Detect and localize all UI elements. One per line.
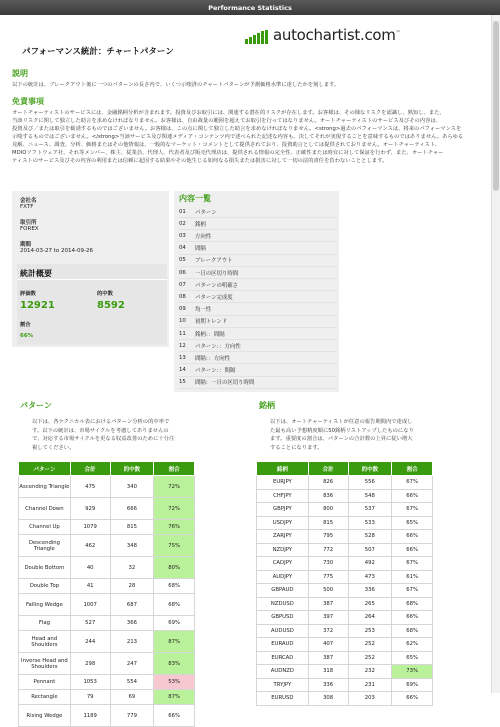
evaluated-label: 評価数 bbox=[20, 291, 36, 297]
column-header: 的中数 bbox=[110, 462, 154, 476]
vertical-scrollbar[interactable] bbox=[491, 15, 500, 693]
hit-value: 8592 bbox=[97, 300, 125, 311]
toc-item-number: 11 bbox=[179, 330, 186, 337]
symbols-text-line: 以下は、オートチャーティストが任意の報告期間内で達成し bbox=[270, 419, 413, 425]
toc-item[interactable] bbox=[179, 352, 337, 364]
column-header: 合計 bbox=[70, 462, 110, 476]
table-cell-total: 318 bbox=[308, 665, 348, 679]
toc-item[interactable] bbox=[179, 279, 337, 291]
table-row bbox=[257, 678, 433, 692]
disclaimer-line: 見解、ニュース、調査、分析、価格またはその他情報は、一般的なマーケット・コメントとして提供されており、投資助言としては提供されておりません。オートチャーティスト、 bbox=[12, 142, 440, 148]
stats-summary-box bbox=[17, 264, 167, 345]
table-of-contents bbox=[174, 191, 339, 392]
table-cell-pct: 72% bbox=[154, 476, 195, 498]
toc-item-number: 12 bbox=[179, 342, 186, 349]
table-cell-total: 1007 bbox=[70, 594, 110, 616]
market-value: FOREX bbox=[20, 226, 39, 232]
stats-title: 統計概要 bbox=[20, 269, 52, 278]
table-cell-name: GBPJPY bbox=[257, 503, 309, 517]
table-cell-pct: 72% bbox=[154, 498, 195, 520]
toc-item-label: 均一性 bbox=[195, 307, 212, 314]
table-cell-name: EURUSD bbox=[257, 692, 309, 706]
symbols-text-line: ます。重要度の割合は、パターンの合計数の上昇に従い増大 bbox=[270, 436, 413, 442]
table-cell-pct: 68% bbox=[154, 579, 195, 594]
table-cell-hit: 348 bbox=[110, 535, 154, 557]
table-cell-name: NZDJPY bbox=[257, 543, 309, 557]
table-cell-pct: 61% bbox=[392, 570, 433, 584]
table-row bbox=[257, 543, 433, 557]
toc-item[interactable] bbox=[179, 304, 337, 316]
table-cell-name: CHFJPY bbox=[257, 489, 309, 503]
table-row bbox=[257, 503, 433, 517]
table-cell-total: 336 bbox=[308, 678, 348, 692]
table-row bbox=[19, 690, 195, 705]
table-cell-hit: 340 bbox=[110, 476, 154, 498]
table-cell-name: USDJPY bbox=[257, 516, 309, 530]
table-cell-hit: 687 bbox=[110, 594, 154, 616]
table-cell-hit: 507 bbox=[348, 543, 392, 557]
toc-item-label: 間隔 bbox=[195, 246, 206, 253]
table-cell-pct: 66% bbox=[154, 705, 195, 727]
description-text: 以下の統計は、ブレークアウト後に一つのパターンの長さ内で、いくつ示唆済のチャートパターンが予測価格水準に達したかを刻します。 bbox=[12, 82, 340, 88]
table-cell-total: 41 bbox=[70, 579, 110, 594]
toc-item-number: 08 bbox=[179, 293, 186, 300]
table-cell-name: Rectangle bbox=[19, 690, 71, 705]
table-cell-hit: 548 bbox=[348, 489, 392, 503]
table-cell-pct: 67% bbox=[392, 584, 433, 598]
table-cell-hit: 253 bbox=[348, 624, 392, 638]
patterns-table bbox=[18, 461, 195, 727]
table-cell-name: AUDJPY bbox=[257, 570, 309, 584]
table-cell-total: 475 bbox=[70, 476, 110, 498]
toc-item[interactable] bbox=[179, 243, 337, 255]
column-header: 割合 bbox=[154, 462, 195, 476]
toc-item-number: 15 bbox=[179, 379, 186, 386]
company-label: 会社名 bbox=[20, 198, 37, 204]
table-cell-hit: 213 bbox=[110, 631, 154, 653]
table-cell-total: 775 bbox=[308, 570, 348, 584]
table-cell-total: 527 bbox=[70, 616, 110, 631]
logo-chart-icon bbox=[245, 30, 271, 44]
table-row bbox=[19, 631, 195, 653]
table-row bbox=[19, 653, 195, 675]
table-row bbox=[257, 651, 433, 665]
table-cell-total: 79 bbox=[70, 690, 110, 705]
table-cell-name: Inverse Head and Shoulders bbox=[19, 653, 71, 675]
table-cell-total: 244 bbox=[70, 631, 110, 653]
table-cell-total: 407 bbox=[308, 638, 348, 652]
disclaimer-line: MDIOソフトウェア社、それ等メンバー、株主、従業員、代理人、代表者及び販売代理店は、提供される情報の完全性、正確性または時宜に対して保証を行わず、また、オートチャー bbox=[12, 150, 444, 156]
symbols-table bbox=[256, 461, 433, 706]
table-cell-total: 387 bbox=[308, 651, 348, 665]
column-header: 的中数 bbox=[348, 462, 392, 476]
table-cell-total: 815 bbox=[308, 516, 348, 530]
table-cell-pct: 68% bbox=[392, 624, 433, 638]
table-cell-total: 826 bbox=[308, 476, 348, 490]
table-cell-pct: 66% bbox=[392, 489, 433, 503]
toc-item-label: 一日の区切り時間 bbox=[195, 270, 239, 277]
toc-item-label: パターン完成度 bbox=[195, 294, 233, 301]
table-row bbox=[19, 579, 195, 594]
table-cell-hit: 247 bbox=[110, 653, 154, 675]
company-value: FXTF bbox=[20, 204, 34, 210]
table-row bbox=[19, 616, 195, 631]
table-cell-hit: 556 bbox=[348, 476, 392, 490]
table-cell-pct: 65% bbox=[392, 516, 433, 530]
symbols-text-line: することになります。 bbox=[270, 444, 323, 451]
table-cell-name: Falling Wedge bbox=[19, 594, 71, 616]
toc-item-number: 03 bbox=[179, 232, 186, 239]
patterns-text-line: で、対応する市場サイクルを更なる収益改善のために十分注 bbox=[32, 436, 175, 442]
toc-item-number: 13 bbox=[179, 354, 186, 361]
table-row bbox=[19, 476, 195, 498]
table-cell-total: 40 bbox=[70, 557, 110, 579]
toc-item[interactable] bbox=[179, 255, 337, 267]
patterns-text-line: 以下は、各テクニカル表におけるパターン分析の的中率で bbox=[32, 419, 170, 425]
disclaimer-line: 投資及び／または取引を勧誘するものではございません。お客様は、この点に関して独立した助言を求めなければなりません。<strong>過去のパフォーマンスは、将来のパフォーマンスを bbox=[12, 126, 462, 132]
table-cell-name: EURCAD bbox=[257, 651, 309, 665]
table-cell-pct: 62% bbox=[392, 638, 433, 652]
toc-item-label: パターン bbox=[195, 209, 217, 216]
table-row bbox=[257, 570, 433, 584]
table-cell-name: CADJPY bbox=[257, 557, 309, 571]
table-cell-name: AUDUSD bbox=[257, 624, 309, 638]
table-cell-hit: 537 bbox=[348, 503, 392, 517]
table-cell-hit: 336 bbox=[348, 584, 392, 598]
toc-item-number: 07 bbox=[179, 281, 186, 288]
table-cell-name: EURAUD bbox=[257, 638, 309, 652]
toc-item[interactable] bbox=[179, 230, 337, 242]
toc-item-number: 01 bbox=[179, 208, 186, 215]
toc-item[interactable] bbox=[179, 316, 337, 328]
table-row bbox=[19, 594, 195, 616]
table-cell-pct: 76% bbox=[154, 520, 195, 535]
toc-item-number: 10 bbox=[179, 318, 186, 325]
table-cell-hit: 492 bbox=[348, 557, 392, 571]
evaluated-value: 12921 bbox=[20, 300, 55, 311]
table-row bbox=[19, 520, 195, 535]
table-cell-pct: 67% bbox=[392, 476, 433, 490]
toc-item-number: 02 bbox=[179, 220, 186, 227]
table-cell-total: 1189 bbox=[70, 705, 110, 727]
table-row bbox=[257, 557, 433, 571]
table-cell-hit: 815 bbox=[110, 520, 154, 535]
column-header: 割合 bbox=[392, 462, 433, 476]
table-cell-total: 372 bbox=[308, 624, 348, 638]
table-row bbox=[19, 535, 195, 557]
patterns-text bbox=[32, 418, 252, 452]
table-cell-total: 462 bbox=[70, 535, 110, 557]
table-cell-hit: 252 bbox=[348, 651, 392, 665]
table-row bbox=[257, 692, 433, 706]
table-cell-name: NZDUSD bbox=[257, 597, 309, 611]
table-row bbox=[257, 624, 433, 638]
toc-item-label: 間隔：：方向性 bbox=[195, 355, 231, 362]
period-label: 期間 bbox=[20, 242, 32, 248]
toc-item-label: 銘柄：：間隔 bbox=[195, 331, 225, 338]
toc-item-number: 14 bbox=[179, 367, 186, 374]
disclaimer-line: オートチャーティストのサービスには、金融銘柄分析が含まれます。投資及びお取引には、関連する潜在的リスクが存在します。お客様は、その様なリスクを認識し、熟知し、また、 bbox=[12, 110, 445, 116]
table-cell-total: 836 bbox=[308, 489, 348, 503]
table-cell-name: Channel Up bbox=[19, 520, 71, 535]
logo-text: autochartist.com™ bbox=[273, 26, 401, 44]
disclaimer-line: 示唆するものではございません。</strong>当該サービス及び関連メディア・コンテンツ内で述べられた記述な内容も、決してそれが実現することを意味するものではありません。あらゆる bbox=[12, 134, 464, 140]
symbols-heading: 銘柄 bbox=[259, 401, 275, 410]
table-cell-name: Ascending Triangle bbox=[19, 476, 71, 498]
scrollbar-thumb[interactable] bbox=[493, 21, 499, 191]
toc-item[interactable] bbox=[179, 377, 337, 389]
patterns-heading: パターン bbox=[20, 401, 52, 410]
table-cell-name: EURJPY bbox=[257, 476, 309, 490]
table-cell-pct: 69% bbox=[392, 678, 433, 692]
table-cell-total: 730 bbox=[308, 557, 348, 571]
table-cell-name: ZARJPY bbox=[257, 530, 309, 544]
toc-item[interactable] bbox=[179, 291, 337, 303]
table-cell-pct: 83% bbox=[154, 653, 195, 675]
toc-item-label: ブレークアウト bbox=[195, 258, 233, 265]
table-cell-hit: 28 bbox=[110, 579, 154, 594]
table-cell-total: 308 bbox=[308, 692, 348, 706]
toc-item-number: 05 bbox=[179, 257, 186, 264]
table-cell-pct: 87% bbox=[154, 631, 195, 653]
table-row bbox=[257, 611, 433, 625]
page-title: パフォーマンス統計：チャートパターン bbox=[22, 47, 174, 57]
table-cell-total: 772 bbox=[308, 543, 348, 557]
ratio-label: 割合 bbox=[20, 322, 31, 328]
toc-title: 内容一覧 bbox=[179, 194, 211, 203]
table-cell-hit: 533 bbox=[348, 516, 392, 530]
disclaimer-text bbox=[12, 109, 486, 165]
table-cell-name: GBPAUD bbox=[257, 584, 309, 598]
toc-item-number: 06 bbox=[179, 269, 186, 276]
table-cell-total: 387 bbox=[308, 597, 348, 611]
toc-item-label: パターン：：間隔 bbox=[195, 368, 236, 375]
table-cell-hit: 69 bbox=[110, 690, 154, 705]
symbols-text-line: た最も高い予想精度順に50銘柄リストアップしたものになり bbox=[270, 427, 414, 434]
table-cell-pct: 67% bbox=[392, 557, 433, 571]
table-cell-name: TRYJPY bbox=[257, 678, 309, 692]
table-cell-name: Rising Wedge bbox=[19, 705, 71, 727]
table-cell-pct: 66% bbox=[392, 692, 433, 706]
table-cell-pct: 87% bbox=[154, 690, 195, 705]
stats-divider bbox=[17, 279, 167, 280]
table-cell-pct: 73% bbox=[392, 665, 433, 679]
table-row bbox=[257, 584, 433, 598]
table-cell-pct: 75% bbox=[154, 535, 195, 557]
table-cell-hit: 264 bbox=[348, 611, 392, 625]
table-cell-name: AUDNZD bbox=[257, 665, 309, 679]
table-cell-total: 298 bbox=[70, 653, 110, 675]
table-row bbox=[19, 705, 195, 727]
table-cell-pct: 65% bbox=[392, 651, 433, 665]
table-row bbox=[19, 675, 195, 690]
table-cell-name: Double Top bbox=[19, 579, 71, 594]
toc-item-label: 銘柄 bbox=[195, 221, 206, 228]
market-label: 取引所 bbox=[20, 220, 37, 226]
table-cell-name: Channel Down bbox=[19, 498, 71, 520]
column-header: 銘柄 bbox=[257, 462, 309, 476]
table-row bbox=[19, 557, 195, 579]
table-cell-name: Pennant bbox=[19, 675, 71, 690]
disclaimer-line: ティストのサービス及びその内容の利用または信頼に起因する結果やその他生じる如何なる損失または損害に対して一切の法的責任を負わないこととします。 bbox=[12, 158, 388, 164]
toc-item[interactable] bbox=[179, 218, 337, 230]
toc-item-label: 間隔：一日の区切り時間 bbox=[195, 380, 255, 387]
table-cell-pct: 67% bbox=[392, 503, 433, 517]
table-cell-hit: 528 bbox=[348, 530, 392, 544]
toc-item-label: パターン：：方向性 bbox=[195, 343, 241, 350]
table-cell-pct: 68% bbox=[392, 597, 433, 611]
toc-item-label: 初期トレンド bbox=[195, 319, 228, 326]
ratio-value: 66% bbox=[20, 333, 34, 339]
table-cell-total: 1053 bbox=[70, 675, 110, 690]
table-cell-total: 800 bbox=[308, 503, 348, 517]
table-row bbox=[19, 498, 195, 520]
table-row bbox=[257, 638, 433, 652]
disclaimer-line: 当該リスクに関して独立した助言を求めなければなりません。お客様は、自由裁量の範囲を超えてお取引を行ってはなりません。オートチャーティストのサービス及びその内容は、 bbox=[12, 118, 442, 124]
table-cell-hit: 366 bbox=[110, 616, 154, 631]
table-row bbox=[257, 530, 433, 544]
table-cell-pct: 66% bbox=[392, 611, 433, 625]
toc-item[interactable] bbox=[179, 206, 337, 218]
table-cell-hit: 779 bbox=[110, 705, 154, 727]
table-cell-hit: 231 bbox=[348, 678, 392, 692]
table-cell-pct: 66% bbox=[392, 543, 433, 557]
table-cell-pct: 68% bbox=[154, 594, 195, 616]
toc-item[interactable] bbox=[179, 365, 337, 377]
table-cell-name: GBPUSD bbox=[257, 611, 309, 625]
table-header-row bbox=[19, 462, 195, 476]
period-value: 2014-03-27 to 2014-09-26 bbox=[20, 248, 93, 254]
toc-item-label: 方向性 bbox=[195, 233, 212, 240]
toc-item-number: 04 bbox=[179, 245, 186, 252]
table-cell-total: 1079 bbox=[70, 520, 110, 535]
column-header: パターン bbox=[19, 462, 71, 476]
toc-item[interactable] bbox=[179, 267, 337, 279]
toc-item-label: パターンの明確さ bbox=[195, 282, 239, 289]
table-cell-hit: 32 bbox=[110, 557, 154, 579]
table-cell-name: Head and Shoulders bbox=[19, 631, 71, 653]
table-cell-total: 397 bbox=[308, 611, 348, 625]
toc-item[interactable] bbox=[179, 328, 337, 340]
table-cell-name: Descending Triangle bbox=[19, 535, 71, 557]
table-cell-pct: 80% bbox=[154, 557, 195, 579]
patterns-text-line: 視してください。 bbox=[32, 444, 75, 451]
table-cell-hit: 473 bbox=[348, 570, 392, 584]
toc-item[interactable] bbox=[179, 340, 337, 352]
table-cell-hit: 554 bbox=[110, 675, 154, 690]
hit-label: 的中数 bbox=[97, 291, 113, 297]
table-cell-total: 795 bbox=[308, 530, 348, 544]
table-cell-total: 929 bbox=[70, 498, 110, 520]
table-row bbox=[257, 597, 433, 611]
table-cell-hit: 265 bbox=[348, 597, 392, 611]
description-heading: 説明 bbox=[12, 69, 28, 78]
column-header: 合計 bbox=[308, 462, 348, 476]
table-cell-pct: 66% bbox=[392, 530, 433, 544]
table-header-row bbox=[257, 462, 433, 476]
table-row bbox=[257, 476, 433, 490]
table-cell-total: 500 bbox=[308, 584, 348, 598]
table-cell-hit: 232 bbox=[348, 665, 392, 679]
table-cell-name: Flag bbox=[19, 616, 71, 631]
summary-panel bbox=[12, 191, 169, 347]
autochartist-logo bbox=[245, 22, 401, 46]
table-row bbox=[257, 665, 433, 679]
table-cell-name: Double Bottom bbox=[19, 557, 71, 579]
window-titlebar bbox=[0, 0, 500, 15]
disclaimer-heading: 免責事項 bbox=[12, 97, 44, 106]
table-cell-pct: 53% bbox=[154, 675, 195, 690]
symbols-text bbox=[270, 418, 490, 452]
table-cell-pct: 69% bbox=[154, 616, 195, 631]
table-cell-hit: 666 bbox=[110, 498, 154, 520]
table-cell-hit: 203 bbox=[348, 692, 392, 706]
toc-item-number: 09 bbox=[179, 306, 186, 313]
window-title: Performance Statistics bbox=[208, 3, 292, 12]
patterns-text-line: す。以下の統計は、市場サイクルを考慮してありませんの bbox=[32, 427, 169, 434]
table-cell-hit: 252 bbox=[348, 638, 392, 652]
table-row bbox=[257, 489, 433, 503]
table-row bbox=[257, 516, 433, 530]
